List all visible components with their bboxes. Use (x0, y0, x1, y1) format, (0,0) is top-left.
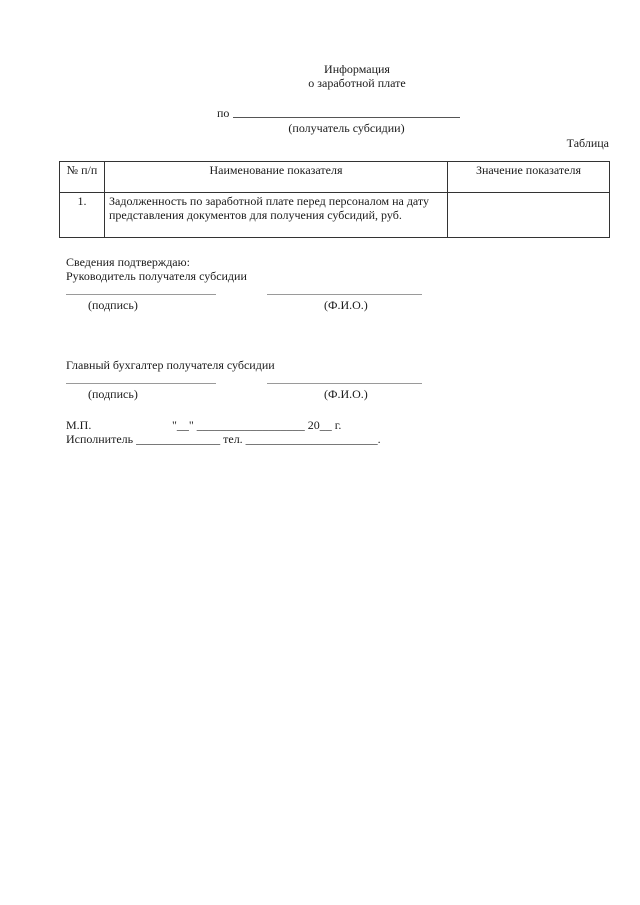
table-label: Таблица (566, 136, 609, 150)
column-header-value: Значение показателя (448, 162, 610, 193)
accountant-signature-caption: (подпись) (88, 387, 138, 401)
accountant-title: Главный бухгалтер получателя субсидии (66, 358, 275, 372)
executor-line: Исполнитель ______________ тел. ______________________. (66, 432, 381, 446)
head-name-caption: (Ф.И.О.) (324, 298, 368, 312)
accountant-name-caption: (Ф.И.О.) (324, 387, 368, 401)
title-line-2: о заработной плате (308, 76, 406, 90)
column-header-number: № п/п (60, 162, 105, 193)
title-line-1: Информация (324, 62, 390, 76)
date-field: "__" __________________ 20__ г. (172, 418, 342, 432)
row-name: Задолженность по заработной плате перед персоналом на дату представления документов для получения субсидий, руб. (105, 193, 448, 238)
accountant-signature-line (66, 383, 216, 384)
head-signature-caption: (подпись) (88, 298, 138, 312)
row-number: 1. (60, 193, 105, 238)
recipient-caption: (получатель субсидии) (288, 121, 405, 135)
table-row (60, 193, 610, 238)
head-title: Руководитель получателя субсидии (66, 269, 247, 283)
accountant-name-line (267, 383, 422, 384)
recipient-prefix: по (217, 106, 230, 120)
row-value (448, 193, 610, 238)
confirmation-heading: Сведения подтверждаю: (66, 255, 190, 269)
column-header-name: Наименование показателя (105, 162, 448, 193)
recipient-line (233, 117, 460, 118)
stamp-label: М.П. (66, 418, 92, 432)
table-header-row (60, 162, 610, 193)
head-signature-line (66, 294, 216, 295)
indicators-table (59, 161, 610, 238)
document-title (0, 62, 640, 90)
head-name-line (267, 294, 422, 295)
